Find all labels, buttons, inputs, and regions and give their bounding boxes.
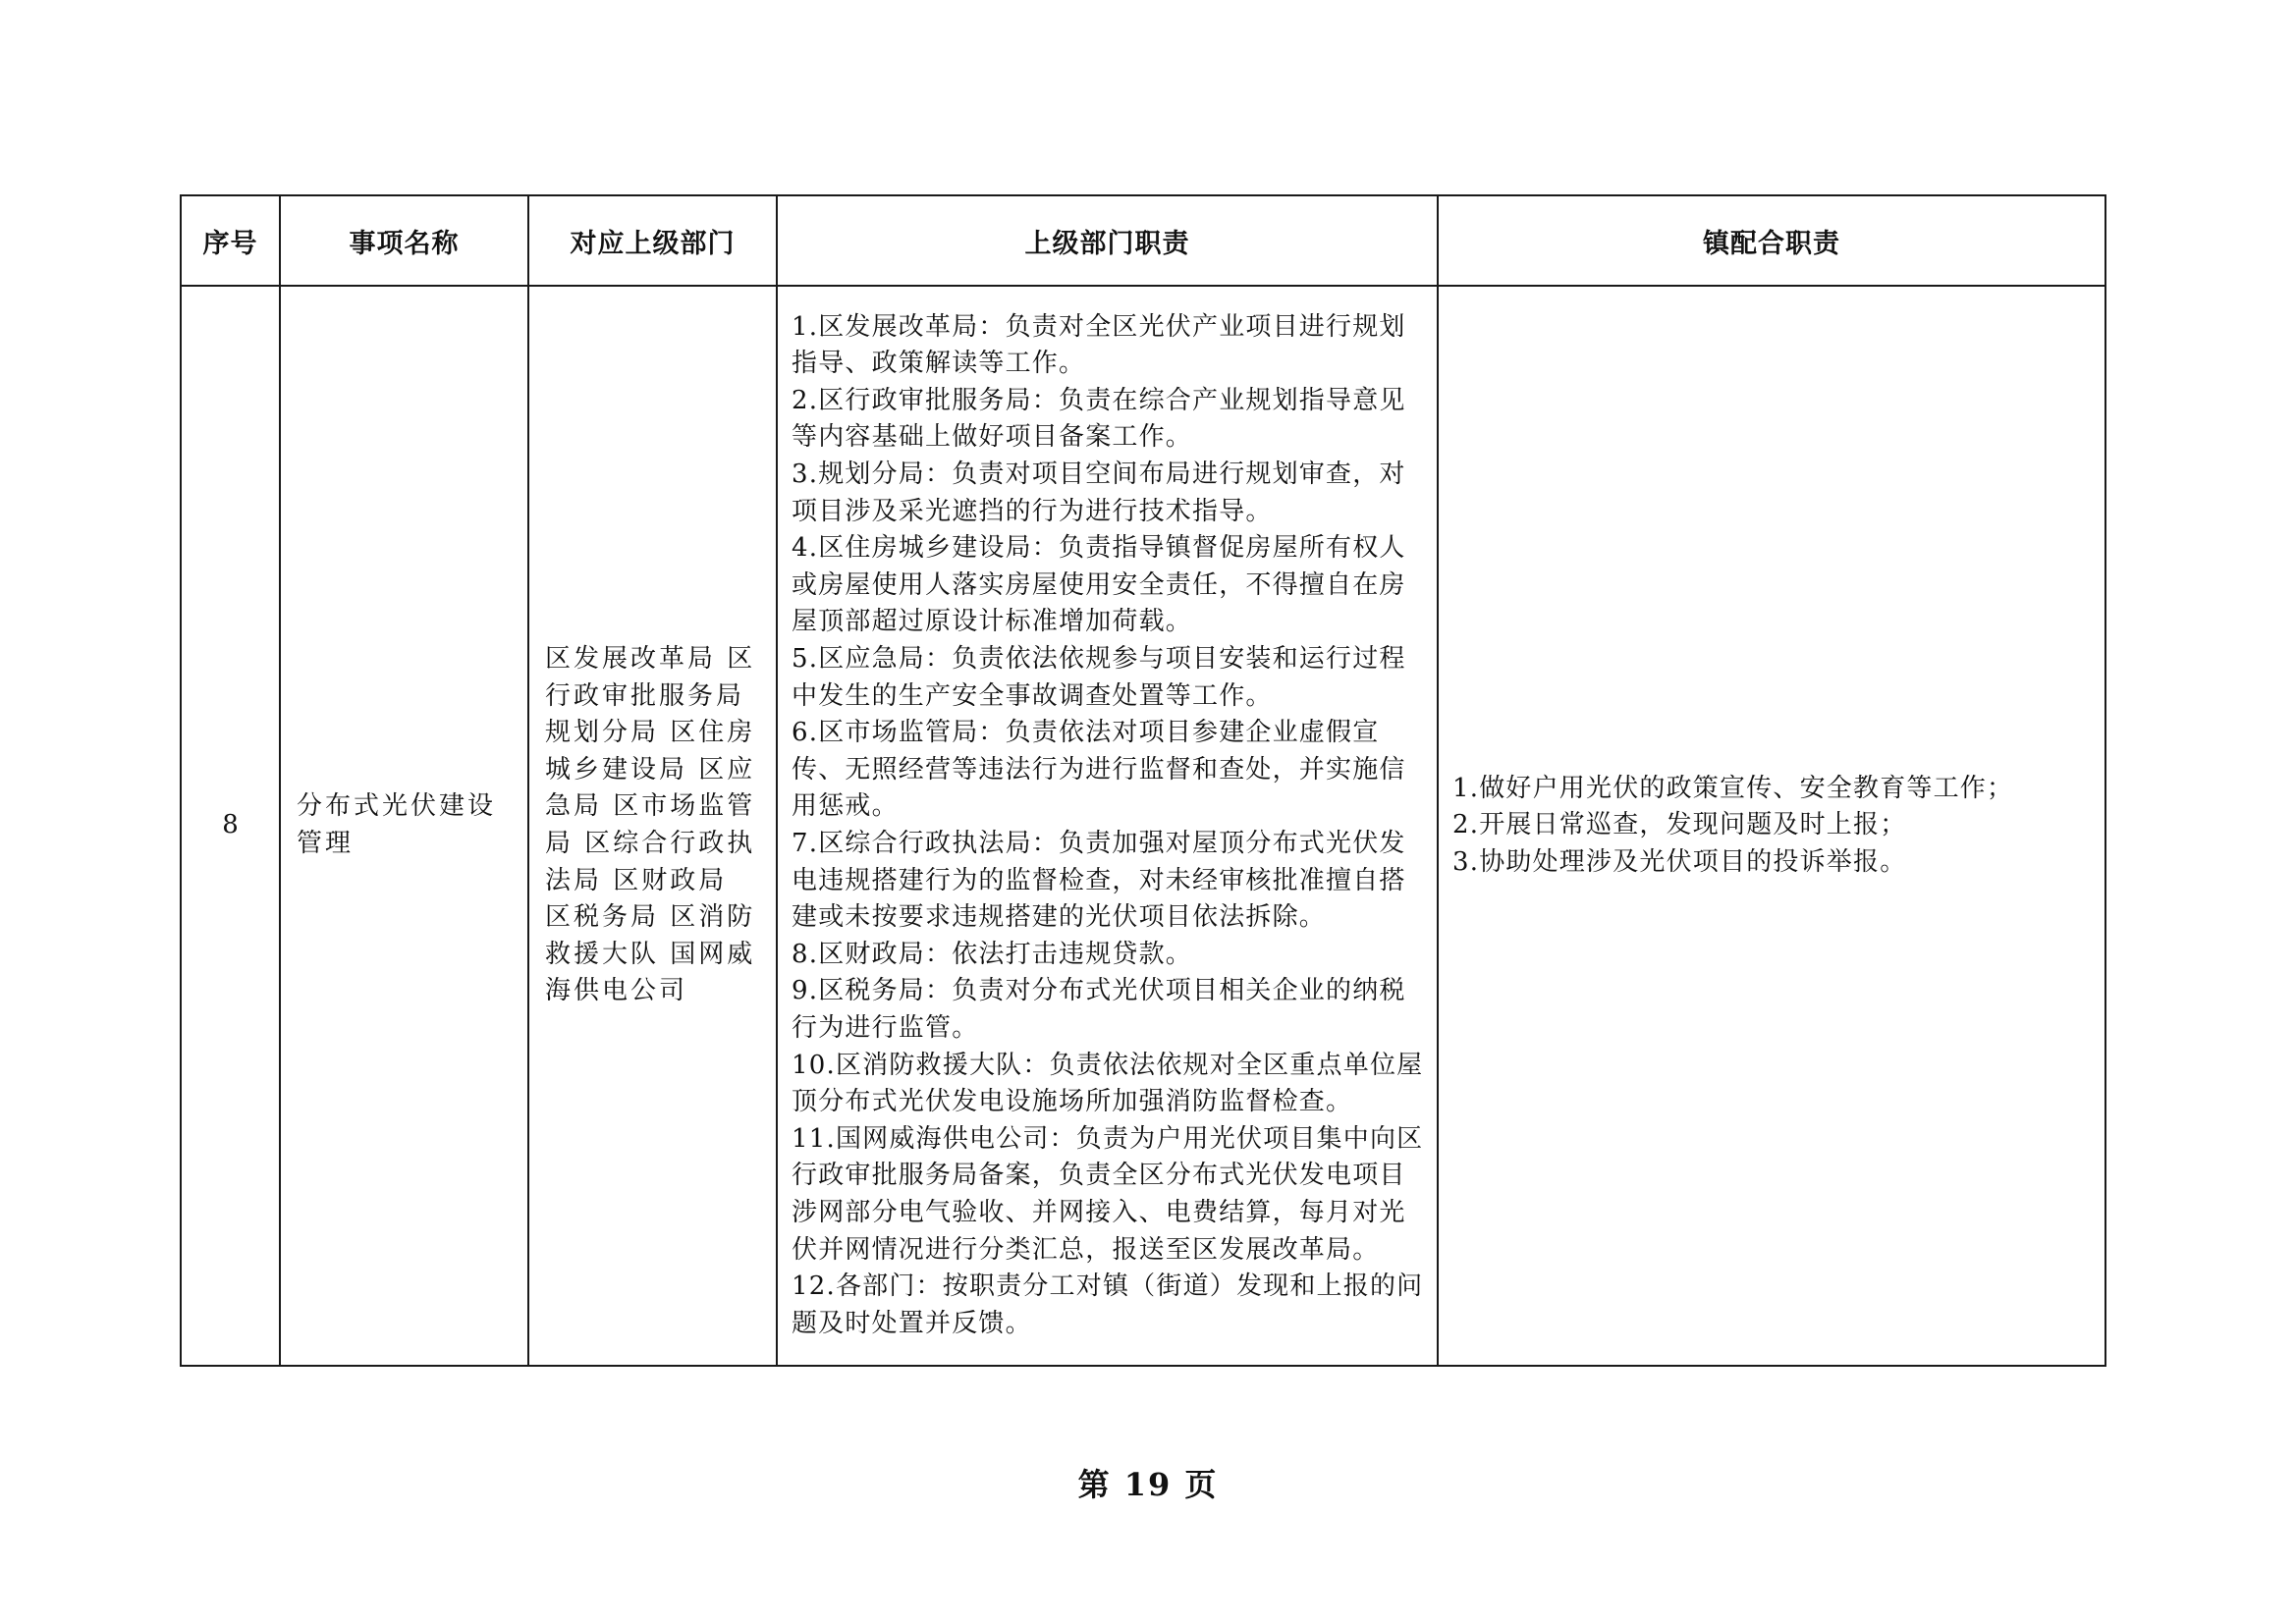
upper-duty-item: 8.区财政局：依法打击违规贷款。 bbox=[792, 939, 1193, 969]
header-upper-depts: 对应上级部门 bbox=[528, 195, 777, 286]
row-town-duties bbox=[1438, 286, 2105, 1366]
page-number: 第 19 页 bbox=[1077, 1466, 1219, 1503]
table-header-row bbox=[181, 195, 2105, 286]
header-town-duties: 镇配合职责 bbox=[1438, 195, 2105, 286]
upper-duty-item: 7.区综合行政执法局：负责加强对屋顶分布式光伏发电违规搭建行为的监督检查，对未经审核批准擅自搭建或未按要求违规搭建的光伏项目依法拆除。 bbox=[792, 829, 1406, 933]
town-duty-item: 1.做好户用光伏的政策宣传、安全教育等工作； bbox=[1452, 773, 2014, 803]
upper-duty-item: 11.国网威海供电公司：负责为户用光伏项目集中向区行政审批服务局备案，负责全区分布式光伏发电项目涉网部分电气验收、并网接入、电费结算，每月对光伏并网情况进行分类汇总，报送至区发展改革局。 bbox=[792, 1123, 1424, 1265]
upper-duty-item: 2.区行政审批服务局：负责在综合产业规划指导意见等内容基础上做好项目备案工作。 bbox=[792, 385, 1406, 453]
row-index: 8 bbox=[181, 286, 280, 1366]
row-item-name: 分布式光伏建设管理 bbox=[280, 286, 528, 1366]
upper-duty-item: 6.区市场监管局：负责依法对项目参建企业虚假宣传、无照经营等违法行为进行监督和查处，并实施信用惩戒。 bbox=[792, 718, 1406, 822]
row-upper-depts: 区发展改革局 区行政审批服务局 规划分局 区住房城乡建设局 区应急局 区市场监管局 区综合行政执法局 区财政局 区税务局 区消防救援大队 国网威海供电公司 bbox=[528, 286, 777, 1366]
row-upper-duties bbox=[777, 286, 1438, 1366]
upper-duty-item: 5.区应急局：负责依法依规参与项目安装和运行过程中发生的生产安全事故调查处置等工作。 bbox=[792, 644, 1406, 711]
upper-duty-item: 4.区住房城乡建设局：负责指导镇督促房屋所有权人或房屋使用人落实房屋使用安全责任，不得擅自在房屋顶部超过原设计标准增加荷载。 bbox=[792, 533, 1406, 637]
header-upper-duties: 上级部门职责 bbox=[777, 195, 1438, 286]
table-row bbox=[181, 286, 2105, 1366]
town-duty-item: 2.开展日常巡查，发现问题及时上报； bbox=[1452, 810, 1907, 840]
header-item-name: 事项名称 bbox=[280, 195, 528, 286]
duty-table bbox=[180, 194, 2106, 1367]
upper-duty-item: 1.区发展改革局：负责对全区光伏产业项目进行规划指导、政策解读等工作。 bbox=[792, 311, 1406, 379]
header-index: 序号 bbox=[181, 195, 280, 286]
upper-duty-item: 12.各部门：按职责分工对镇（街道）发现和上报的问题及时处置并反馈。 bbox=[792, 1271, 1424, 1338]
upper-duty-item: 9.区税务局：负责对分布式光伏项目相关企业的纳税行为进行监管。 bbox=[792, 976, 1406, 1043]
town-duty-item: 3.协助处理涉及光伏项目的投诉举报。 bbox=[1452, 846, 1907, 877]
upper-duty-item: 10.区消防救援大队：负责依法依规对全区重点单位屋顶分布式光伏发电设施场所加强消防监督检查。 bbox=[792, 1050, 1424, 1117]
upper-duty-item: 3.规划分局：负责对项目空间布局进行规划审查，对项目涉及采光遮挡的行为进行技术指导。 bbox=[792, 460, 1406, 526]
